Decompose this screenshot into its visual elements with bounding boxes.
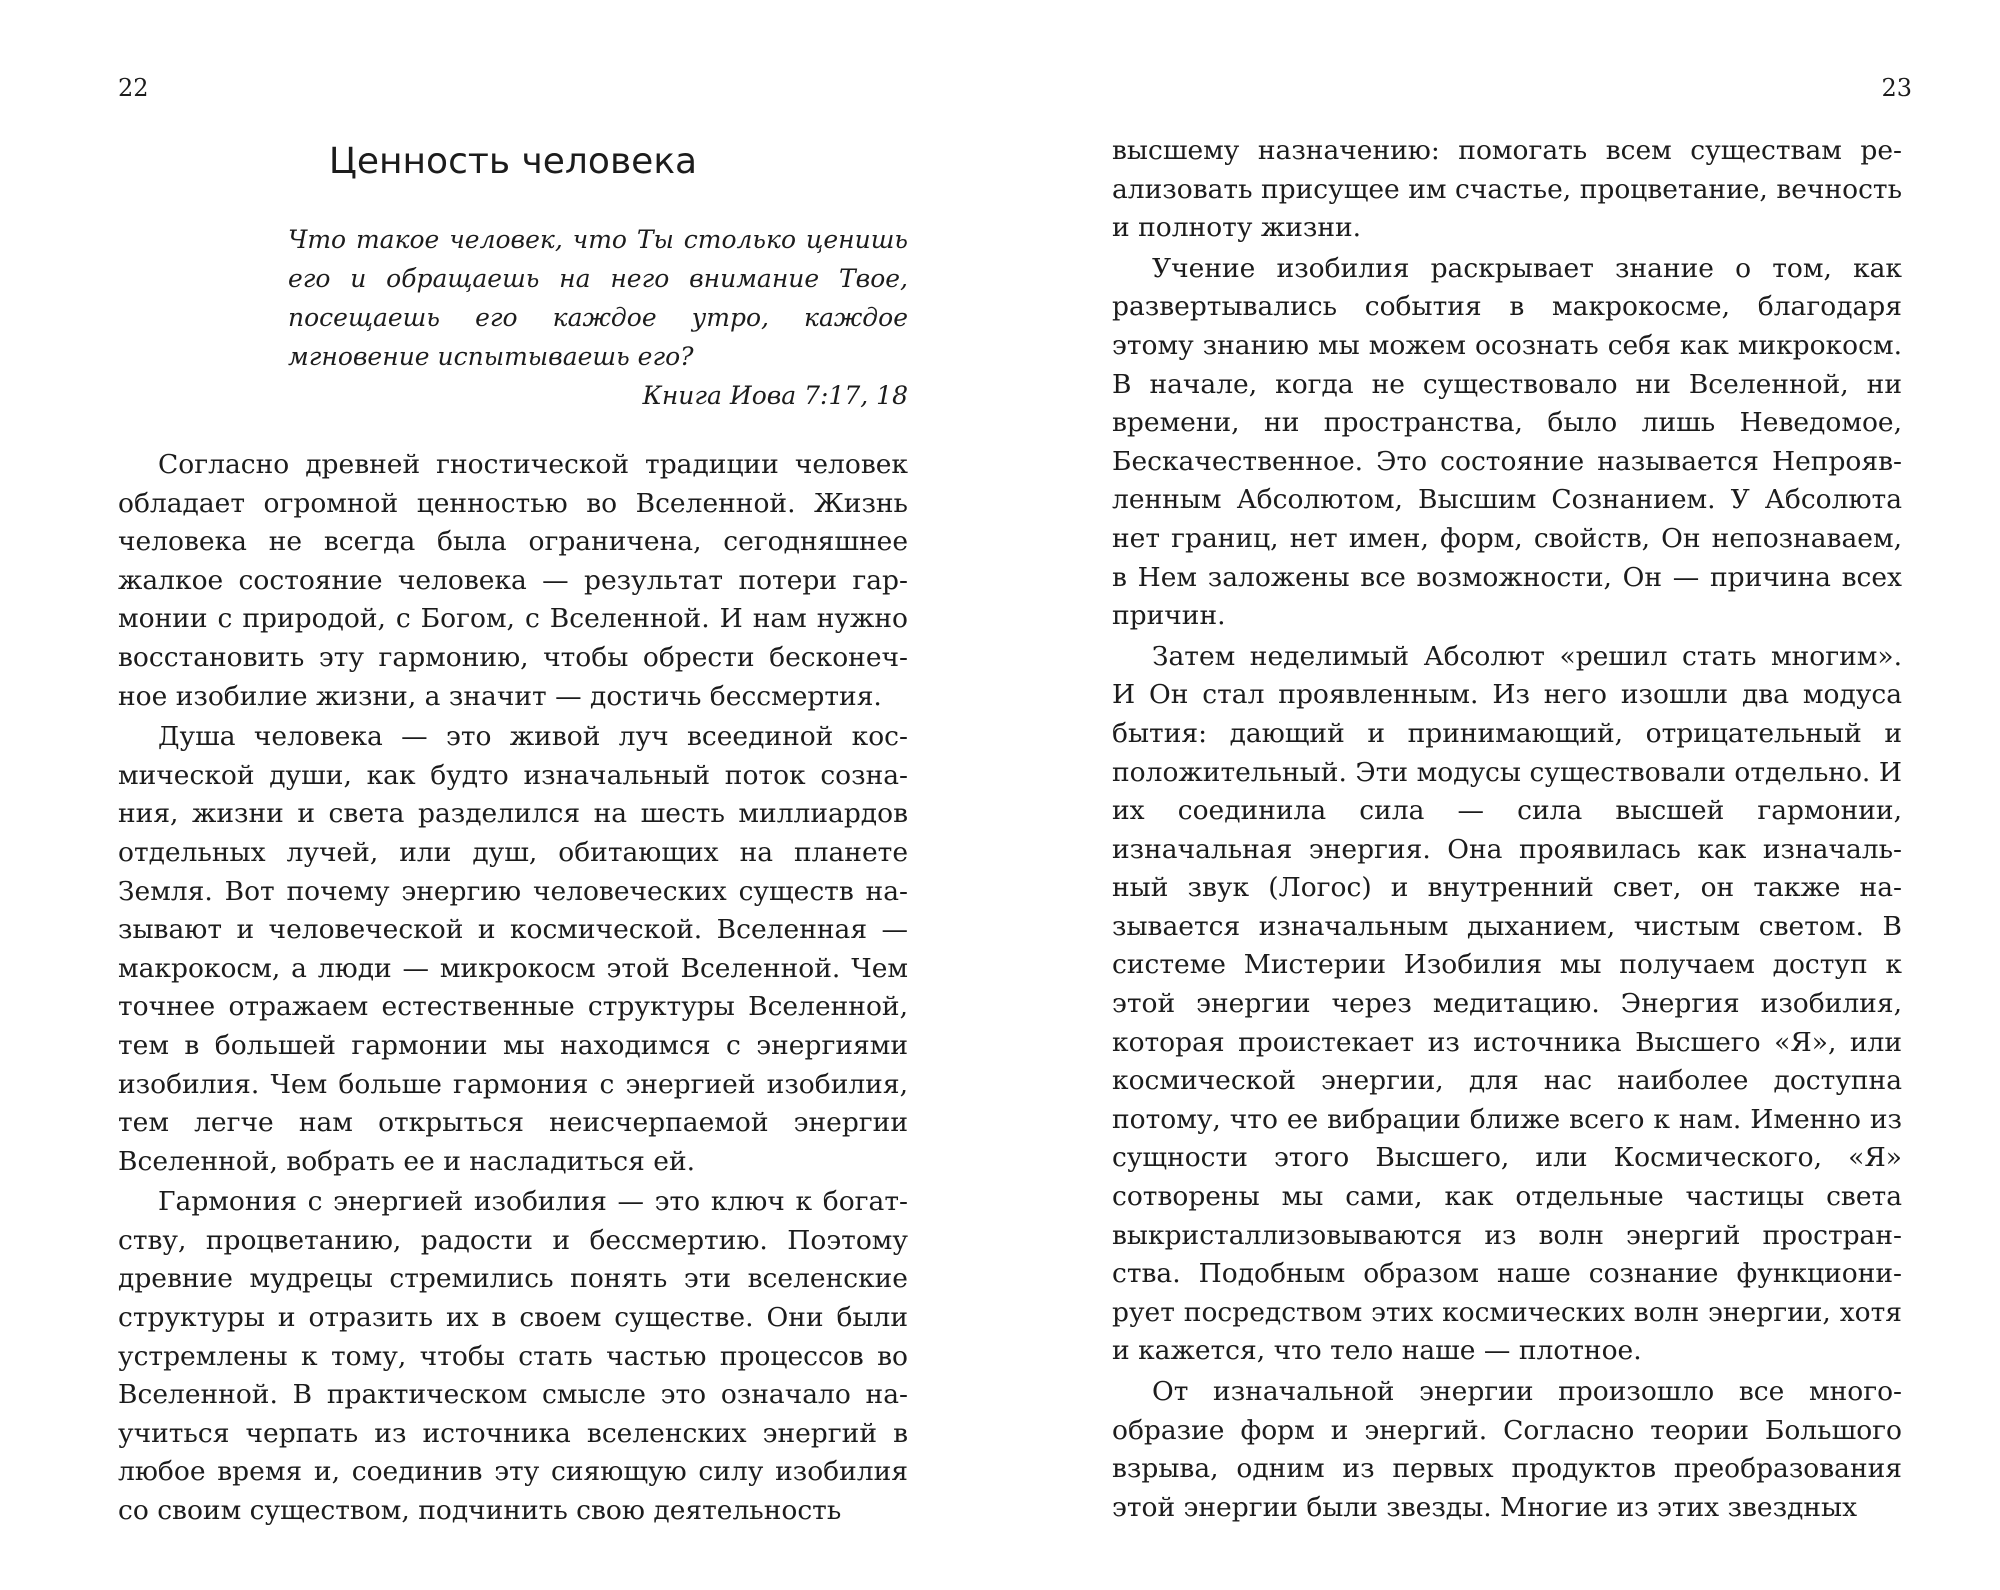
paragraph: Душа человека — это живой луч всеединой космической души, как будто изначальный поток сознания, жизни и света разделился на шесть миллиардов отдельных лучей, или душ, обитающих на планете Земля. Вот почему энергию человеческих существ называют и человеческой и космической. Вселенная — макрокосм, а люди — микрокосм этой Вселенной. Чем точнее отражаем естественные структуры Вселенной, тем в большей гармонии мы находимся с энергиями изобилия. Чем больше гармония с энергией изобилия, тем легче нам открыться неисчерпаемой энергии Вселенной, вобрать ее и насладиться ей. [118, 721, 908, 1177]
right-page [1000, 0, 2000, 1590]
paragraph: Согласно древней гностической традиции человек обладает огромной ценностью во Вселенной. Жизнь человека не всегда была ограничена, сегодняшнее жалкое состояние человека — результат потери гармонии с природой, с Богом, с Вселенной. И нам нужно восстановить эту гармонию, чтобы обрести бесконечное изобилие жизни, а значит — достичь бессмертия. [118, 449, 908, 712]
paragraph: Гармония с энергией изобилия — это ключ к богатству, процветанию, радости и бессмертию. Поэтому древние мудрецы стремились понять эти вселенские структуры и отразить их в своем существе. Они были устремлены к тому, чтобы стать частью процессов во Вселенной. В практическом смысле это означало научиться черпать из источника вселенских энергий в любое время и, соединив эту сияющую силу изобилия со своим существом, подчинить свою деятельность [118, 1186, 908, 1527]
epigraph-text: Что такое человек, что Ты столько ценишь его и обращаешь на него внимание Твое, посещаешь его каждое утро, каждое мгновение испытываешь его? [288, 225, 908, 371]
paragraph: высшему назначению: помогать всем существам реализовать присущее им счастье, процветание, вечность и полноту жизни. [1112, 135, 1902, 244]
page-number: 23 [1881, 74, 1912, 102]
body-text [1112, 132, 1902, 1529]
paragraph: От изначальной энергии произошло все многообразие форм и энергий. Согласно теории Большого взрыва, одним из первых продуктов преобразования этой энергии были звезды. Многие из этих звездных [1112, 1376, 1902, 1523]
epigraph-source: Книга Иова 7:17, 18 [642, 381, 908, 410]
body-text [118, 446, 908, 1533]
paragraph: Учение изобилия раскрывает знание о том, как развертывались события в макрокосме, благодаря этому знанию мы можем осознать себя как микрокосм. В начале, когда не существовало ни Вселенной, ни времени, ни пространства, было лишь Неведомое, Бескачественное. Это состояние называется Непроявленным Абсолютом, Высшим Сознанием. У Абсолюта нет границ, нет имен, форм, свойств, Он непознаваем, в Нем заложены все возможности, Он — причина всех причин. [1112, 252, 1902, 632]
paragraph: Затем неделимый Абсолют «решил стать многим». И Он стал проявленным. Из него изошли два модуса бытия: дающий и принимающий, отрицательный и положительный. Эти модусы существовали отдельно. И их соединила сила — сила высшей гармонии, изначальная энергия. Она проявилась как изначальный звук (Логос) и внутренний свет, он также называется изначальным дыханием, чистым светом. В системе Мистерии Изобилия мы получаем доступ к этой энергии через медитацию. Энергия изобилия, которая проистекает из источника Высшего «Я», или космической энергии, для нас наиболее доступна потому, что ее вибрации ближе всего к нам. Именно из сущности этого Высшего, или Космического, «Я» сотворены мы сами, как отдельные частицы света выкристаллизовываются из волн энергий пространства. Подобным образом наше сознание функционирует посредством этих космических волн энергии, хотя и кажется, что тело наше — плотное. [1112, 640, 1902, 1367]
epigraph [288, 220, 908, 415]
chapter-heading: Ценность человека [328, 141, 698, 182]
page-number: 22 [118, 74, 149, 102]
